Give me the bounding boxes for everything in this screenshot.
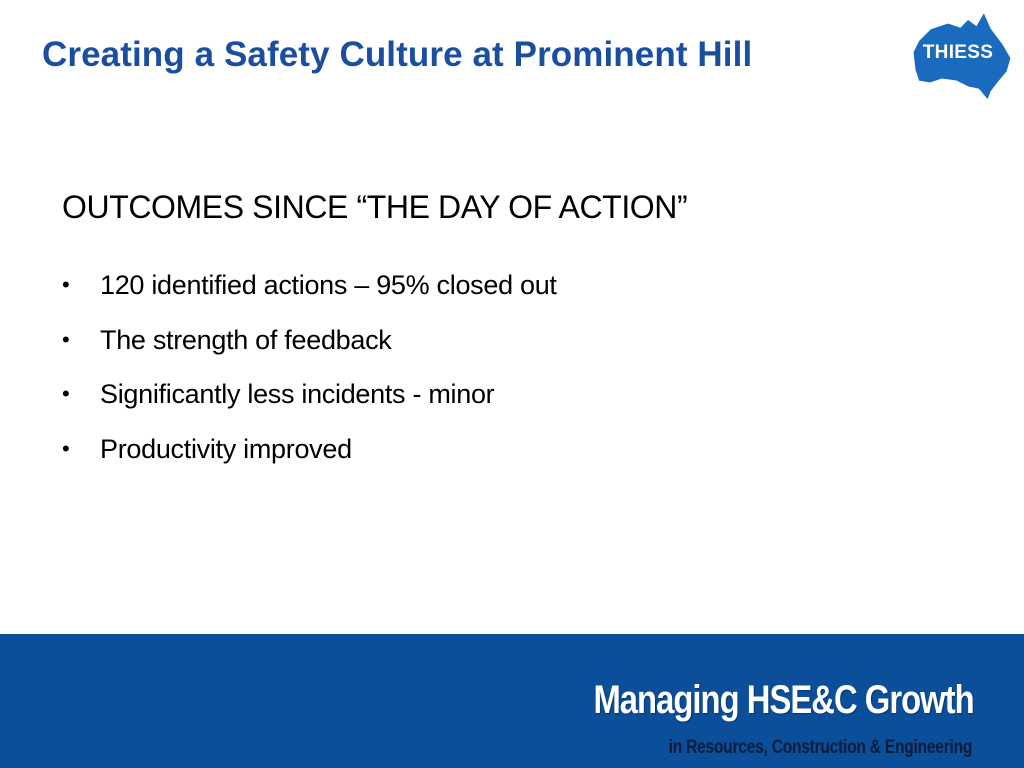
bullet-icon: • xyxy=(62,272,70,297)
bullet-text: 120 identified actions – 95% closed out xyxy=(100,270,557,300)
list-item xyxy=(62,266,557,321)
list-item xyxy=(62,375,557,430)
logo-text: THIESS xyxy=(922,42,994,63)
section-heading: OUTCOMES SINCE “THE DAY OF ACTION” xyxy=(62,189,688,225)
bullet-text: Significantly less incidents - minor xyxy=(100,379,495,409)
bullet-icon: • xyxy=(62,326,70,352)
bullet-text: The strength of feedback xyxy=(100,324,392,355)
bullet-icon: • xyxy=(62,381,70,406)
footer-title: Managing HSE&C Growth xyxy=(593,678,974,722)
bullet-text: Productivity improved xyxy=(100,433,352,464)
footer-band xyxy=(0,634,1024,768)
thiess-logo xyxy=(908,6,1020,106)
bullet-list xyxy=(62,266,557,484)
list-item xyxy=(62,321,557,376)
list-item xyxy=(62,430,557,485)
footer-subtitle: in Resources, Construction & Engineering xyxy=(668,737,972,758)
slide-title: Creating a Safety Culture at Prominent Hill xyxy=(42,35,753,74)
bullet-icon: • xyxy=(62,435,70,461)
